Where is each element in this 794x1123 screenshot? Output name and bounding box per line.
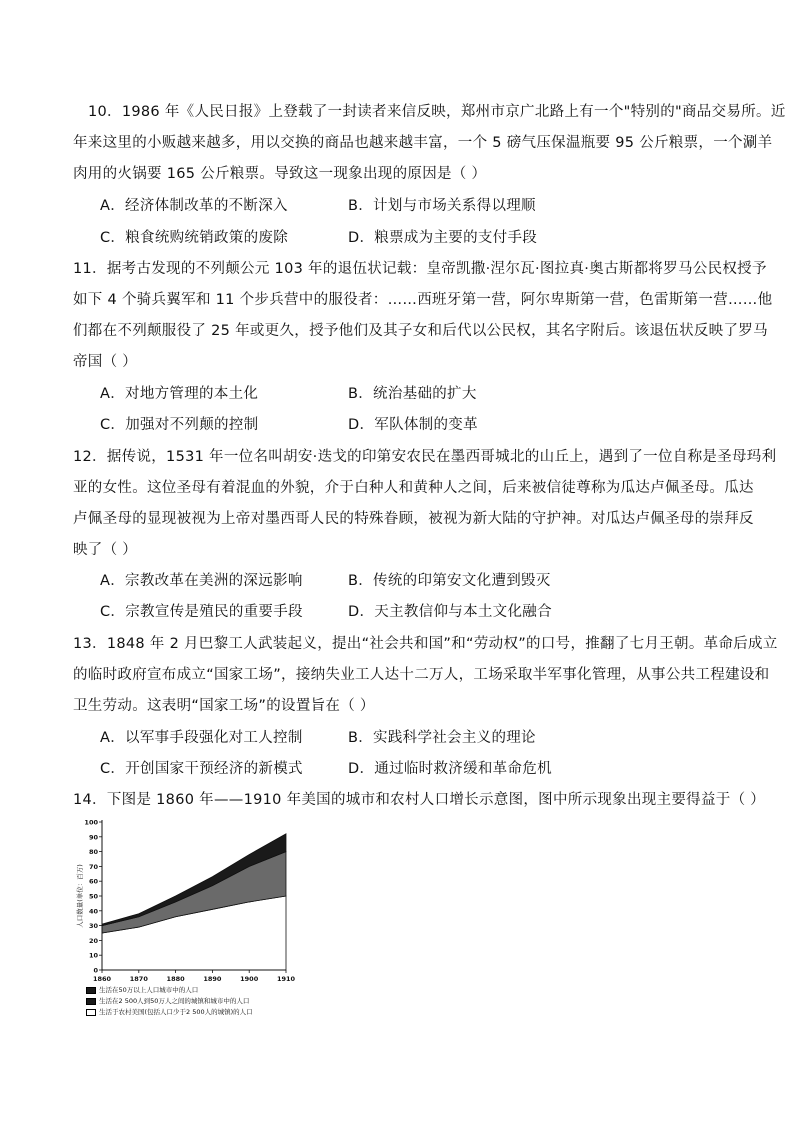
q10-option-a: A．经济体制改革的不断深入 [100, 198, 288, 214]
q10-option-b: B．计划与市场关系得以理顺 [348, 198, 536, 214]
legend-label-town: 生活在2 500人到50万人之间的城镇和城市中的人口 [99, 997, 250, 1005]
legend-swatch-large-city [86, 987, 96, 994]
q11-option-b: B．统治基础的扩大 [348, 386, 477, 402]
q10-line-2: 年来这里的小贩越来越多，用以交换的商品也越来越丰富，一个 5 磅气压保温瓶要 95 公斤粮票，一个涮羊 [73, 135, 773, 151]
y-tick-label: 0 [93, 966, 98, 975]
q11-option-d: D．军队体制的变革 [348, 417, 478, 433]
legend-item-rural [86, 1008, 253, 1017]
q13-line-3: 卫生劳动。这表明“国家工场”的设置旨在（ ） [73, 698, 375, 714]
q13-option-d: D．通过临时救济缓和革命危机 [348, 761, 552, 777]
y-tick-label: 60 [88, 877, 98, 886]
legend-swatch-rural [86, 1009, 96, 1016]
y-tick-label: 80 [88, 848, 98, 857]
q12-line-2: 亚的女性。这位圣母有着混血的外貌，介于白种人和黄种人之间，后来被信徒尊称为瓜达卢佩圣母。瓜达 [73, 480, 754, 496]
q10-option-d: D．粮票成为主要的支付手段 [348, 230, 538, 246]
y-tick-label: 10 [88, 951, 98, 960]
x-tick-label: 1890 [203, 975, 222, 983]
q12-line-3: 卢佩圣母的显现被视为上帝对墨西哥人民的特殊眷顾，被视为新大陆的守护神。对瓜达卢佩圣母的崇拜反 [73, 511, 754, 527]
y-tick-label: 100 [84, 818, 98, 827]
q11-line-4: 帝国（ ） [73, 354, 138, 370]
x-tick-label: 1900 [240, 975, 259, 983]
x-tick-label: 1910 [276, 975, 296, 983]
q13-line-1: 13．1848 年 2 月巴黎工人武装起义，提出“社会共和国”和“劳动权”的口号，推翻了七月王朝。革命后成立 [73, 636, 778, 652]
y-tick-label: 50 [88, 892, 98, 901]
q11-option-c: C．加强对不列颠的控制 [100, 417, 259, 433]
q13-option-b: B．实践科学社会主义的理论 [348, 730, 536, 746]
q13-line-2: 的临时政府宣布成立“国家工场”，接纳失业工人达十二万人，工场采取半军事化管理，从事公共工程建设和 [73, 667, 770, 683]
y-axis-title: 人口数量(单位：百万) [76, 864, 84, 928]
q12-option-b: B．传统的印第安文化遭到毁灭 [348, 573, 551, 589]
population-chart [70, 812, 300, 1024]
legend-item-large-city [86, 986, 198, 995]
legend-label-rural: 生活于农村美国(包括人口少于2 500人的城镇)的人口 [99, 1008, 253, 1016]
q12-line-4: 映了（ ） [73, 542, 138, 558]
q11-option-a: A．对地方管理的本土化 [100, 386, 259, 402]
q10-line-3: 肉用的火锅要 165 公斤粮票。导致这一现象出现的原因是（ ） [73, 166, 487, 182]
x-tick-label: 1870 [129, 975, 148, 983]
q11-line-2: 如下 4 个骑兵翼军和 11 个步兵营中的服役者：……西班牙第一营，阿尔卑斯第一营，色雷斯第一营……他 [73, 292, 773, 308]
q12-option-c: C．宗教宣传是殖民的重要手段 [100, 604, 303, 620]
q11-line-1: 11．据考古发现的不列颠公元 103 年的退伍状记载：皇帝凯撒·涅尔瓦·图拉真·奥古斯都将罗马公民权授予 [73, 261, 767, 277]
y-tick-label: 40 [88, 907, 98, 916]
q13-option-a: A．以军事手段强化对工人控制 [100, 730, 303, 746]
y-tick-label: 20 [88, 936, 98, 945]
x-tick-label: 1860 [92, 975, 112, 983]
legend-swatch-town [86, 998, 96, 1005]
y-tick-label: 70 [88, 862, 98, 871]
q14-line-1: 14．下图是 1860 年——1910 年美国的城市和农村人口增长示意图，图中所示现象出现主要得益于（ ） [73, 792, 766, 808]
legend-item-town [86, 997, 249, 1006]
q12-line-1: 12．据传说，1531 年一位名叫胡安·迭戈的印第安农民在墨西哥城北的山丘上，遇到了一位自称是圣母玛利 [73, 449, 777, 465]
y-tick-label: 30 [88, 922, 98, 931]
q12-option-d: D．天主教信仰与本土文化融合 [348, 604, 552, 620]
q12-option-a: A．宗教改革在美洲的深远影响 [100, 573, 303, 589]
q10-option-c: C．粮食统购统销政策的废除 [100, 230, 289, 246]
q11-line-3: 们都在不列颠服役了 25 年或更久，授予他们及其子女和后代以公民权，其名字附后。该退伍状反映了罗马 [73, 323, 768, 339]
q13-option-c: C．开创国家干预经济的新模式 [100, 761, 303, 777]
y-tick-label: 90 [88, 833, 98, 842]
legend-label-large-city: 生活在50万以上人口城市中的人口 [99, 986, 199, 994]
x-tick-label: 1880 [166, 975, 185, 983]
q10-line-1: 10．1986 年《人民日报》上登载了一封读者来信反映，郑州市京广北路上有一个"特别的"商品交易所。近 [88, 104, 786, 120]
